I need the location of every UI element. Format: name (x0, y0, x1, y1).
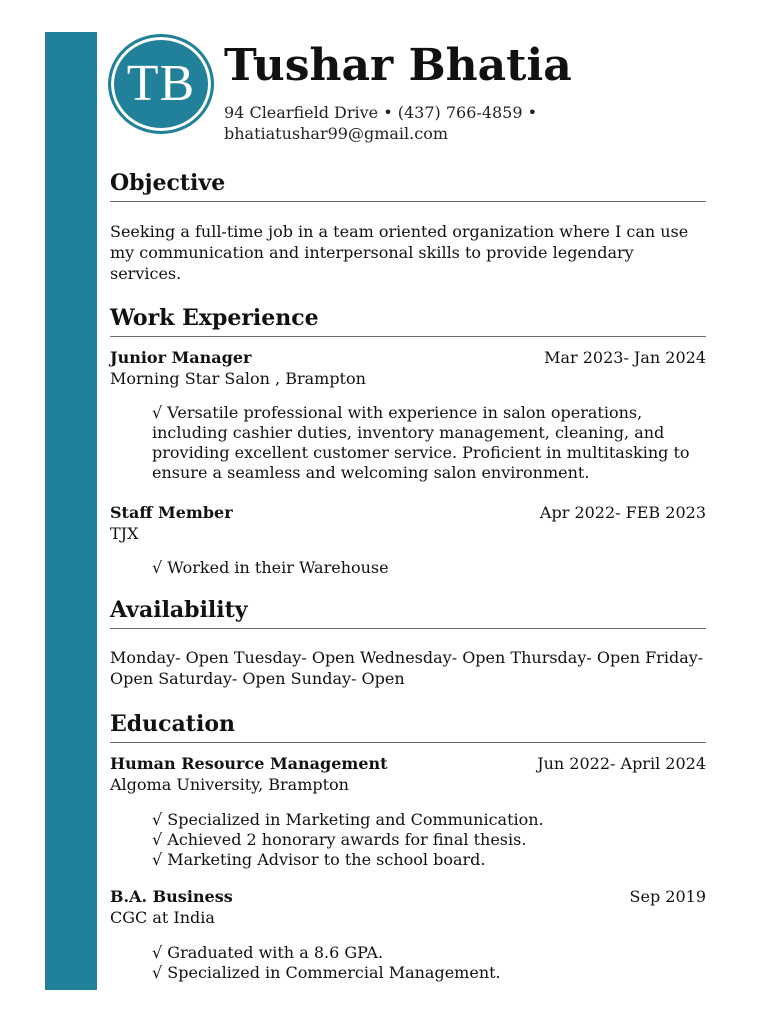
contact-info (224, 102, 537, 144)
education-bullet: √ Marketing Advisor to the school board. (152, 850, 486, 869)
education-bullet: √ Specialized in Marketing and Communication. (152, 810, 544, 829)
section-title-work-experience: Work Experience (110, 305, 319, 331)
job-bullet: √ Versatile professional with experience in salon operations, including cashier duties, inventory management, cleaning, and providing excellent customer service. Proficient in multitasking to ensure a seamless and welcoming salon environment. (152, 403, 690, 482)
degree-title: B.A. Business (110, 887, 233, 906)
education-entry (110, 753, 706, 870)
section-divider (110, 336, 706, 337)
job-bullets (110, 558, 706, 578)
job-title: Staff Member (110, 503, 233, 522)
work-experience-section (110, 303, 706, 578)
section-divider (110, 628, 706, 629)
section-divider (110, 742, 706, 743)
availability-section (110, 595, 706, 689)
education-bullet: √ Achieved 2 honorary awards for final thesis. (152, 830, 527, 849)
section-divider (110, 201, 706, 202)
job-dates: Mar 2023- Jan 2024 (544, 348, 706, 367)
job-organization: Morning Star Salon , Brampton (110, 369, 366, 388)
job-entry (110, 347, 706, 483)
contact-email: bhatiatushar99@gmail.com (224, 124, 449, 143)
education-header (110, 753, 706, 774)
availability-text: Monday- Open Tuesday- Open Wednesday- Open Thursday- Open Friday- Open Saturday- Open Sunday- Open (110, 648, 704, 688)
job-entry (110, 502, 706, 578)
education-bullets (110, 943, 706, 983)
sidebar-accent-bar (45, 32, 97, 990)
job-organization: TJX (110, 524, 139, 543)
education-dates: Sep 2019 (629, 887, 706, 906)
section-title-education: Education (110, 711, 235, 737)
education-bullet: √ Graduated with a 8.6 GPA. (152, 943, 384, 962)
job-dates: Apr 2022- FEB 2023 (539, 503, 706, 522)
degree-title: Human Resource Management (110, 754, 388, 773)
contact-address-phone: 94 Clearfield Drive • (437) 766-4859 • (224, 103, 538, 122)
education-institution: CGC at India (110, 908, 215, 927)
monogram-initials: TB (126, 55, 196, 112)
education-institution: Algoma University, Brampton (110, 775, 349, 794)
education-header (110, 886, 706, 907)
objective-section (110, 168, 706, 284)
candidate-name: Tushar Bhatia (224, 40, 572, 91)
section-title-availability: Availability (110, 597, 248, 623)
education-bullets (110, 810, 706, 870)
section-title-objective: Objective (110, 170, 226, 196)
education-section (110, 709, 706, 983)
job-bullets (110, 403, 706, 483)
job-title: Junior Manager (110, 348, 252, 367)
education-entry (110, 886, 706, 983)
monogram-badge (108, 34, 214, 134)
objective-text: Seeking a full-time job in a team oriented organization where I can use my communication and interpersonal skills to provide legendary services. (110, 222, 689, 283)
education-bullet: √ Specialized in Commercial Management. (152, 963, 501, 982)
job-header (110, 347, 706, 368)
education-dates: Jun 2022- April 2024 (537, 754, 706, 773)
job-bullet: √ Worked in their Warehouse (152, 558, 389, 577)
job-header (110, 502, 706, 523)
